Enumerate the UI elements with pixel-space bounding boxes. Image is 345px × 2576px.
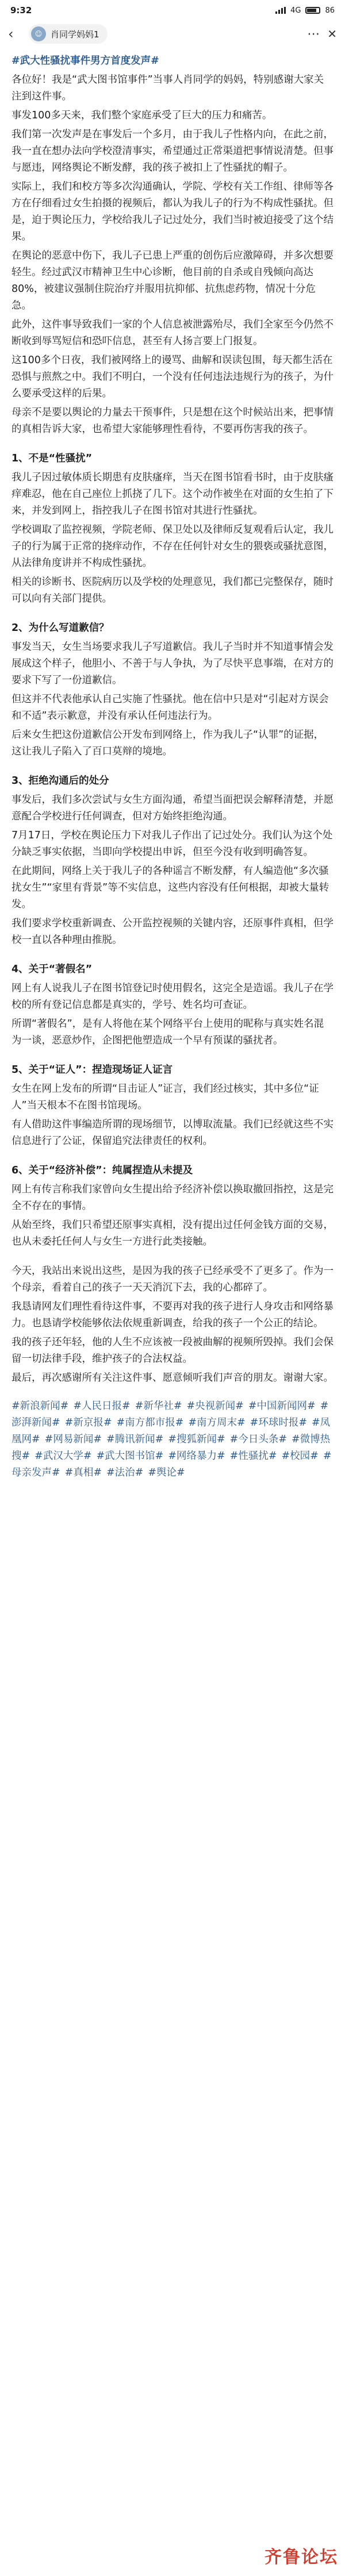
hashtag-link[interactable]: #腾讯新闻# xyxy=(106,1434,164,1445)
section-paragraph: 有人借助这件事编造所谓的现场细节，以博取流量。我们已经就这些不实信息进行了公证，保留追究法律责任的权利。 xyxy=(12,1119,334,1147)
account-name: 肖同学妈妈1 xyxy=(51,29,99,40)
hashtag-link[interactable]: #人民日报# xyxy=(73,1400,131,1412)
signal-icon xyxy=(275,7,286,14)
section-paragraph: 在此期间，网络上关于我儿子的各种谣言不断发酵，有人编造他“多次骚扰女生”“家里有背景”等不实信息，这些内容没有任何根据，却被大量转发。 xyxy=(12,865,329,910)
hashtag-link[interactable]: #武汉大学# xyxy=(34,1450,92,1462)
hashtag-link[interactable]: #性骚扰# xyxy=(229,1450,277,1462)
status-bar xyxy=(0,0,345,21)
article-body xyxy=(12,53,334,1481)
section-paragraph: 学校调取了监控视频，学院老师、保卫处以及律师反复观看后认定，我儿子的行为属于正常的挠痒动作，不存在任何针对女生的猥亵或骚扰意图，从法律角度讲并不构成性骚扰。 xyxy=(12,524,334,569)
site-watermark: 齐鲁论坛 xyxy=(264,2547,338,2567)
closing-paragraph: 今天，我站出来说出这些，是因为我的孩子已经承受不了更多了。作为一个母亲，看着自己的孩子一天天消沉下去，我的心都碎了。 xyxy=(12,1265,334,1293)
avatar: ☺ xyxy=(31,26,46,41)
section-heading: 4、关于“著假名” xyxy=(12,964,93,975)
hashtag-link[interactable]: #微博热搜# xyxy=(12,1434,331,1462)
section-heading: 5、关于“证人”：捏造现场证人证言 xyxy=(12,1064,173,1076)
intro-paragraph: 母亲不是要以舆论的力量去干预事件，只是想在这个时候站出来，把事情的真相告诉大家，也希望大家能够理性看待，不要再伤害我的孩子。 xyxy=(12,407,334,435)
section-heading: 1、不是“性骚扰” xyxy=(12,453,93,464)
section-paragraph: 网上有传言称我们家曾向女生提出给予经济补偿以换取撤回指控，这是完全不存在的事情。 xyxy=(12,1184,334,1212)
closing-spacer xyxy=(12,1253,334,1263)
closing-paragraph: 最后，再次感谢所有关注这件事、愿意倾听我们声音的朋友。谢谢大家。 xyxy=(12,1372,334,1384)
intro-paragraph: 各位好！我是“武大图书馆事件”当事人肖同学的妈妈，特别感谢大家关注到这件事。 xyxy=(12,74,324,102)
closing-paragraphs xyxy=(12,1253,334,1387)
section-paragraph: 女生在网上发布的所谓“目击证人”证言，我们经过核实，其中多位“证人”当天根本不在图书馆现场。 xyxy=(12,1083,319,1111)
intro-paragraph: 我们第一次发声是在事发后一个多月，由于我儿子性格内向，在此之前，我一直在想办法向学校澄清事实，希望通过正常渠道把事情说清楚。但事与愿违，网络舆论不断发酵，我的孩子被扣上了性骚扰的帽子。 xyxy=(12,129,334,174)
hashtag-link[interactable]: #网络暴力# xyxy=(168,1450,225,1462)
intro-paragraph: 事发100多天来，我们整个家庭承受了巨大的压力和痛苦。 xyxy=(12,110,273,121)
more-icon[interactable]: ⋯ xyxy=(307,26,321,41)
hashtag-link[interactable]: #澎湃新闻# xyxy=(12,1400,329,1428)
section-paragraph: 事发当天，女生当场要求我儿子写道歉信。我儿子当时并不知道事情会发展成这个样子，他胆小、不善于与人争执，为了尽快平息事端，在对方的要求下写了一份道歉信。 xyxy=(12,641,334,686)
status-time: 9:32 xyxy=(10,5,32,16)
hashtag-link[interactable]: #舆论# xyxy=(148,1467,185,1478)
section-heading: 3、拒绝沟通后的处分 xyxy=(12,775,109,787)
intro-paragraph: 在舆论的恶意中伤下，我儿子已患上严重的创伤后应激障碍，并多次想要轻生。经过武汉市精神卫生中心诊断，他目前的自杀或自残倾向高达80%，被建议强制住院治疗并服用抗抑郁、抗焦虑药物，情况十分危急。 xyxy=(12,250,334,311)
hashtag-link[interactable]: #搜狐新闻# xyxy=(168,1434,225,1445)
section-heading: 6、关于“经济补偿”：纯属捏造从未提及 xyxy=(12,1165,193,1176)
hashtag-link[interactable]: #今日头条# xyxy=(229,1434,287,1445)
section-paragraph: 我儿子因过敏体质长期患有皮肤瘙痒，当天在图书馆看书时，由于皮肤瘙痒难忍，他在自己座位上抓挠了几下。这个动作被坐在对面的女生拍了下来，并发到网上，指控我儿子在图书馆对其进行性骚扰。 xyxy=(12,472,334,517)
section-paragraph: 但这并不代表他承认自己实施了性骚扰。他在信中只是对“引起对方误会和不适”表示歉意，并没有承认任何违法行为。 xyxy=(12,694,329,722)
section-paragraph: 所谓“著假名”，是有人将他在某个网络平台上使用的昵称与真实姓名混为一谈，恶意炒作，企图把他塑造成一个早有预谋的骚扰者。 xyxy=(12,1018,324,1046)
section-paragraph: 从始至终，我们只希望还原事实真相，没有提出过任何金钱方面的交易，也从未委托任何人与女生一方进行此类接触。 xyxy=(12,1219,334,1247)
hashtag-link[interactable]: #中国新闻网# xyxy=(248,1400,316,1412)
section-paragraph: 后来女生把这份道歉信公开发布到网络上，作为我儿子“认罪”的证据，这让我儿子陷入了百口莫辩的境地。 xyxy=(12,729,324,757)
battery-icon xyxy=(305,7,320,14)
intro-paragraph: 这100多个日夜，我们被网络上的谩骂、曲解和误读包围，每天都生活在恐惧与煎熬之中。我们不明白，一个没有任何违法违规行为的孩子，为什么要承受这样的后果。 xyxy=(12,355,334,399)
hashtag-link[interactable]: #新华社# xyxy=(135,1400,182,1412)
hashtag-link[interactable]: #环球时报# xyxy=(250,1417,307,1428)
closing-paragraph: 我的孩子还年轻，他的人生不应该被一段被曲解的视频所毁掉。我们会保留一切法律手段，维护孩子的合法权益。 xyxy=(12,1337,334,1365)
account-chip[interactable] xyxy=(29,24,108,44)
hashtag-link[interactable]: #母亲发声# xyxy=(12,1450,332,1478)
article-sections xyxy=(12,450,334,1250)
chevron-left-icon[interactable]: ‹ xyxy=(8,26,14,42)
status-indicators xyxy=(275,6,335,15)
hashtag-link[interactable]: #法治# xyxy=(106,1467,144,1478)
battery-level: 86 xyxy=(325,6,335,15)
section-heading: 2、为什么写道歉信？ xyxy=(12,622,109,634)
nav-bar xyxy=(0,21,345,47)
closing-paragraph: 我恳请网友们理性看待这件事，不要再对我的孩子进行人身攻击和网络暴力。也恳请学校能够依法依规重新调查，给我的孩子一个公正的结论。 xyxy=(12,1301,334,1329)
hashtag-link[interactable]: #武大图书馆# xyxy=(96,1450,164,1462)
intro-paragraphs xyxy=(12,72,334,438)
hashtag-link[interactable]: #校园# xyxy=(281,1450,319,1462)
hashtag-link[interactable]: #新京报# xyxy=(64,1417,112,1428)
network-label: 4G xyxy=(290,6,301,15)
close-icon[interactable]: ✕ xyxy=(327,27,337,41)
section-paragraph: 相关的诊断书、医院病历以及学校的处理意见，我们都已完整保存，随时可以向有关部门提供。 xyxy=(12,576,334,604)
section-paragraph: 7月17日，学校在舆论压力下对我儿子作出了记过处分。我们认为这个处分缺乏事实依据，当即向学校提出申诉，但至今没有收到明确答复。 xyxy=(12,830,333,858)
hashtag-link[interactable]: #网易新闻# xyxy=(44,1434,102,1445)
hashtag-link[interactable]: #真相# xyxy=(64,1467,102,1478)
hashtag-link[interactable]: #凤凰网# xyxy=(12,1417,331,1445)
hashtag-link[interactable]: #央视新闻# xyxy=(186,1400,244,1412)
section-paragraph: 网上有人说我儿子在图书馆登记时使用假名，这完全是造谣。我儿子在学校的所有登记信息都是真实的，学号、姓名均可查证。 xyxy=(12,983,334,1011)
intro-paragraph: 实际上，我们和校方等多次沟通确认，学院、学校有关工作组、律师等各方在仔细看过女生拍摄的视频后，都认为我儿子的行为不构成性骚扰。但是，迫于舆论压力，学校给我儿子记过处分，我们当时被迫接受了这个结果。 xyxy=(12,181,334,242)
topic-hashtag[interactable]: #武大性骚扰事件男方首度发声# xyxy=(12,55,159,67)
section-paragraph: 事发后，我们多次尝试与女生方面沟通，希望当面把误会解释清楚，并愿意配合学校进行任何调查，但对方始终拒绝沟通。 xyxy=(12,794,334,822)
hashtag-link[interactable]: #南方都市报# xyxy=(116,1417,184,1428)
hashtag-link[interactable]: #新浪新闻# xyxy=(12,1400,69,1412)
hashtag-list xyxy=(12,1398,334,1481)
section-paragraph: 我们要求学校重新调查、公开监控视频的关键内容，还原事件真相，但学校一直以各种理由推脱。 xyxy=(12,918,334,946)
hashtag-link[interactable]: #南方周末# xyxy=(188,1417,246,1428)
intro-paragraph: 此外，这件事导致我们一家的个人信息被泄露殆尽，我们全家至今仍然不断收到辱骂短信和恐吓信息，甚至有人扬言要上门报复。 xyxy=(12,319,334,347)
